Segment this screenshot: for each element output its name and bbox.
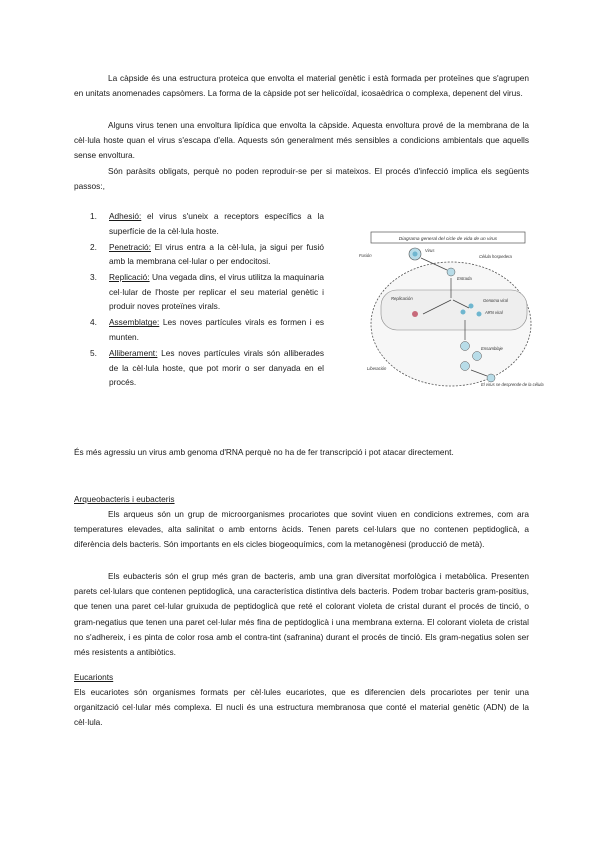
intro-paragraph-envelope: Alguns virus tenen una envoltura lipídica que envolta la càpside. Aquesta envoltura prové de la membrana de la cèl·lula hoste quan el virus s'escapa d'ella. Aquests són generalment més sensibles a condicions ambientals que aquells sense envoltura. xyxy=(74,120,529,161)
step-text: Les noves partícules virals es formen i es munten. xyxy=(109,317,324,342)
viral-protein-icon xyxy=(461,310,466,315)
virus-life-cycle-diagram xyxy=(353,228,544,393)
diagram-label-release: Liberación xyxy=(367,366,387,371)
assembled-virus-icon xyxy=(461,342,470,351)
archaea-paragraph: Els arqueus són un grup de microorganismes procariotes que sovint viuen en condicions extremes, com ara temperatures elevades, alta salinitat o amb entorns àcids. Tenen parets cel·lulars que no contenen peptidoglicà, a diferència dels bacteris. Són importants en els cicles biogeoquímics, com la metanogènesi (producció de metà). xyxy=(74,509,529,550)
step-text: el virus s'uneix a receptors específics a la superfície de la cèl·lula hoste. xyxy=(109,211,324,236)
step-text: Una vegada dins, el virus utilitza la maquinaria cel·lular de l'hoste per replicar el seu material genètic i produir noves proteïnes virals. xyxy=(109,272,324,312)
diagram-label-virus: Virus xyxy=(425,248,435,253)
list-item xyxy=(82,346,324,390)
list-item xyxy=(82,315,324,344)
diagram-label-genome: Genoma viral xyxy=(483,298,508,303)
diagram-label-viral-rna: ARN viral xyxy=(485,310,503,315)
step-term: Assemblatge: xyxy=(109,317,160,328)
viral-protein-icon xyxy=(477,312,482,317)
viral-protein-icon xyxy=(469,304,474,309)
diagram-label-detachment: El virus se desprende de la célula xyxy=(481,382,544,387)
intro-paragraph-parasites: Són paràsits obligats, perquè no poden reproduir-se per si mateixos. El procés d'infecció implica els següents passos:, xyxy=(74,166,529,192)
step-text: Les noves partícules virals són alliberades de la cèl·lula hoste, que pot morir o ser danyada en el procés. xyxy=(109,347,324,388)
step-number: 5. xyxy=(90,347,97,358)
diagram-label-host-cell: Célula hospedera xyxy=(479,254,512,259)
diagram-label-entry: Entrada xyxy=(457,276,472,281)
released-virus-icon xyxy=(487,374,495,382)
step-text: El virus entra a la cèl·lula, ja sigui per fusió amb la membrana cel·lular o per endocitosi. xyxy=(109,241,324,267)
list-item xyxy=(82,270,324,314)
diagram-title: Diagrama general del cicle de vida de un virus xyxy=(398,237,498,242)
list-item xyxy=(82,240,324,269)
virus-core-icon xyxy=(413,252,418,257)
infection-steps-list xyxy=(82,209,324,391)
step-term: Alliberament: xyxy=(109,347,158,358)
assembled-virus-icon xyxy=(473,352,482,361)
section-heading-archaea: Arqueobacteris i eubacteris xyxy=(74,494,175,504)
step-number: 4. xyxy=(90,317,97,328)
step-number: 2. xyxy=(90,241,97,252)
diagram-label-fusion: Fusión xyxy=(359,253,372,258)
step-term: Replicació: xyxy=(109,272,150,283)
eubacteria-paragraph: Els eubacteris són el grup més gran de bacteris, amb una gran diversitat morfològica i metabòlica. Presenten parets cel·lulars que contenen peptidoglicà, una característica distintiva dels bacteris. Podem trobar bacteris gram-positius, que tenen una paret cel·lular gruixuda de peptidoglicà que reté el colorant violeta de cristal durant el procés de tinció, o gram-negatius que tenen una paret cel·lular més fina de peptidoglicà i una membrana externa. El colorant violeta de cristal no s'adhereix, i es pinta de color rosa amb el contra-tint (safranina) durant el procés de tinció. Els gram-negatius solen ser més resistents a antibiòtics. xyxy=(74,571,529,658)
entering-virus-icon xyxy=(447,268,455,276)
step-number: 3. xyxy=(90,272,97,283)
rna-virus-note: És més agressiu un virus amb genoma d'RNA perquè no ha de fer transcripció i pot atacar directement. xyxy=(74,447,454,457)
section-heading-eukaryotes: Eucarionts xyxy=(74,672,114,682)
step-term: Penetració: xyxy=(109,241,151,252)
list-item xyxy=(82,209,324,238)
viral-genome-icon xyxy=(412,311,418,317)
eukaryotes-paragraph: Els eucariotes són organismes formats per cèl·lules eucariotes, que es diferencien dels procariotes per tenir una organització cel·lular més complexa. El nucli és una estructura membranosa que conté el material genètic (ADN) de la cèl·lula. xyxy=(74,687,529,728)
diagram-label-assembly: Ensamblaje xyxy=(481,346,503,351)
intro-paragraph-capsid: La càpside és una estructura proteica que envolta el material genètic i està formada per proteïnes que s'agrupen en unitats anomenades capsòmers. La forma de la càpside pot ser helicoïdal, icosaèdrica o complexa, depenent del virus. xyxy=(74,73,529,99)
step-term: Adhesió: xyxy=(109,211,142,221)
diagram-label-replication: Replicación xyxy=(391,296,413,301)
step-number: 1. xyxy=(90,211,97,221)
assembled-virus-icon xyxy=(461,362,470,371)
